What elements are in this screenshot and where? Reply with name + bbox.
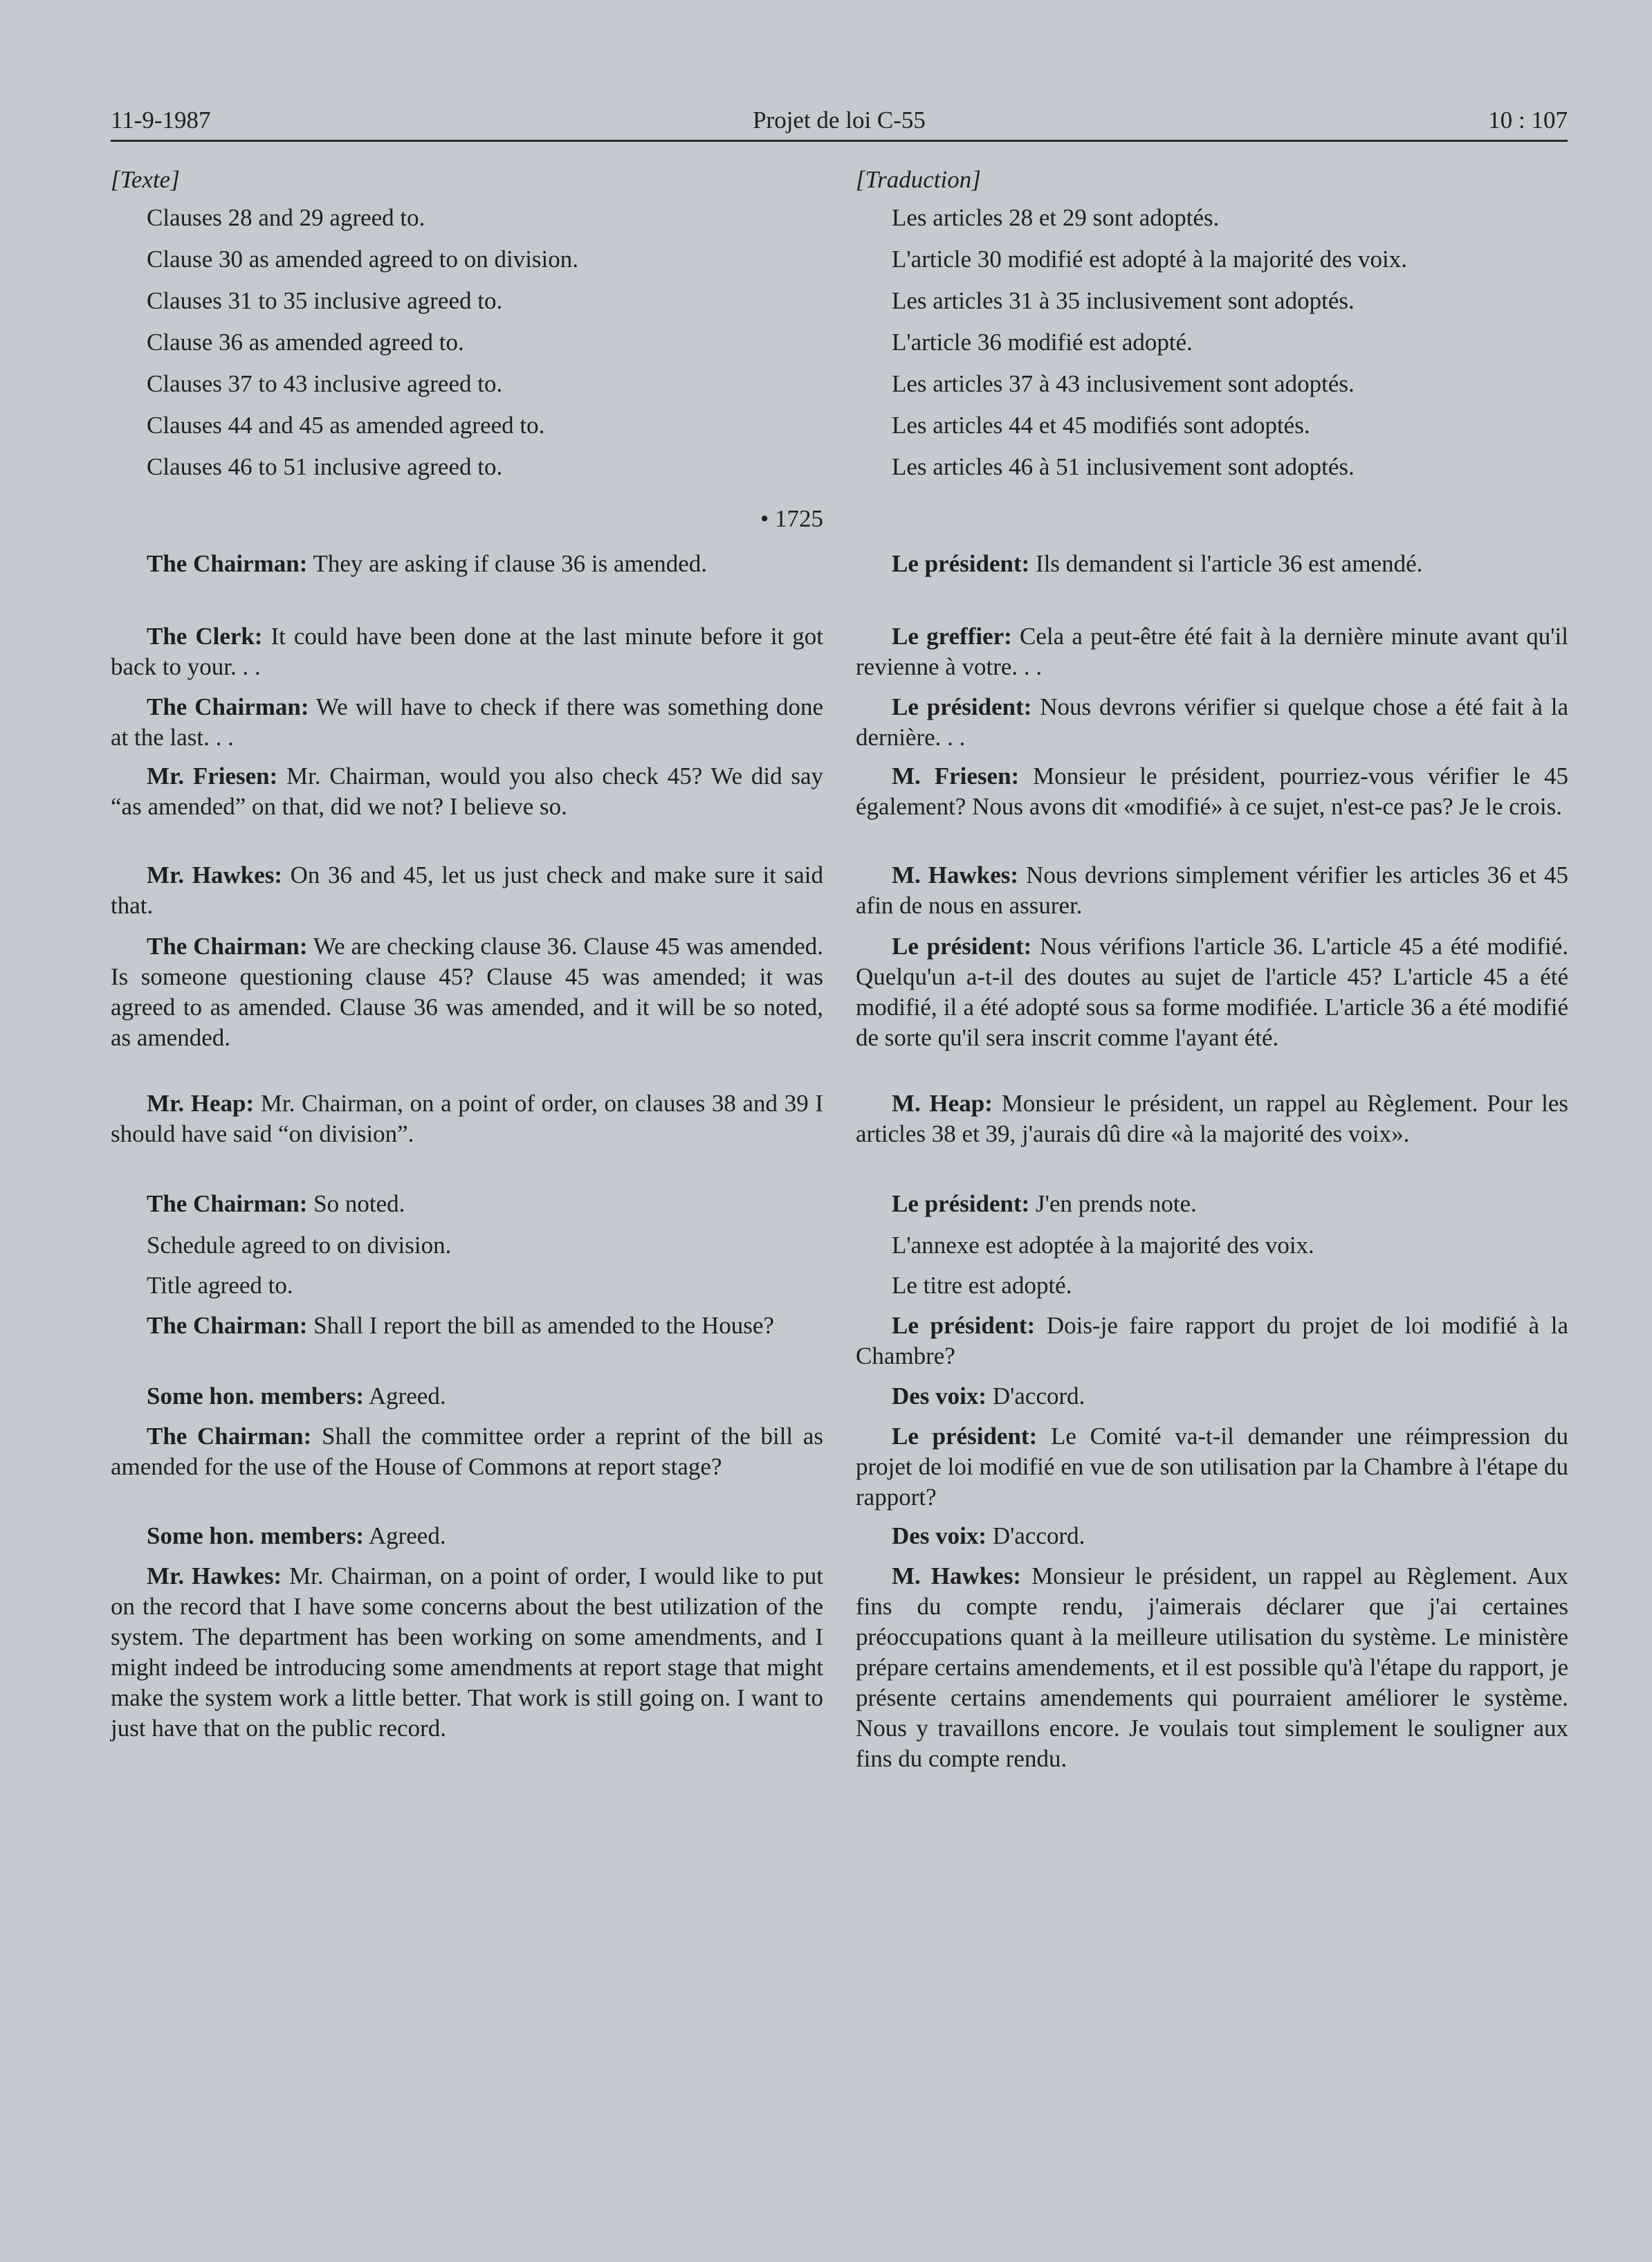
speech-paragraph xyxy=(111,621,823,682)
speech-paragraph xyxy=(111,761,823,822)
speech-text: Ils demandent si l'article 36 est amendé. xyxy=(1036,550,1423,577)
speech-text: It could have been done at the last minute before it got back to your. . . xyxy=(111,623,823,680)
time-marker: • 1725 xyxy=(760,505,823,532)
speech-paragraph xyxy=(111,1230,823,1261)
speaker-name: Mr. Hawkes: xyxy=(147,1562,282,1589)
clause-item: Clause 30 as amended agreed to on division. xyxy=(147,246,579,273)
speech-paragraph xyxy=(856,621,1568,682)
speaker-name: The Chairman: xyxy=(147,693,309,720)
english-heading: [Texte] xyxy=(111,166,180,193)
speaker-name: The Chairman: xyxy=(147,933,308,960)
speech-paragraph xyxy=(856,1561,1568,1774)
speech-text: We will have to check if there was something done at the last. . . xyxy=(111,693,824,751)
speech-paragraph xyxy=(111,1311,823,1341)
clause-item: Les articles 28 et 29 sont adoptés. xyxy=(892,204,1220,231)
clause-item: Clauses 44 and 45 as amended agreed to. xyxy=(147,412,545,439)
running-head xyxy=(111,104,1568,142)
speaker-name: M. Hawkes: xyxy=(892,861,1019,888)
speech-text: We are checking clause 36. Clause 45 was amended. Is someone questioning clause 45? Clause 45 was amended; it was agreed to as amended. Clause 36 was amended, and it will be so noted, as amended. xyxy=(111,933,823,1051)
speech-paragraph xyxy=(856,860,1568,921)
speech-paragraph xyxy=(856,1381,1568,1412)
speech-paragraph xyxy=(111,1088,823,1149)
speaker-name: Some hon. members: xyxy=(147,1522,364,1549)
clause-item: Clauses 37 to 43 inclusive agreed to. xyxy=(147,370,503,397)
speech-paragraph xyxy=(111,860,823,921)
speaker-name: M. Friesen: xyxy=(892,763,1020,790)
header-page-number: 10 : 107 xyxy=(1488,107,1568,134)
speech-text: Mr. Chairman, on a point of order, on clauses 38 and 39 I should have said “on division”. xyxy=(111,1090,823,1147)
speech-text: Nous devrons vérifier si quelque chose a été fait à la dernière. . . xyxy=(856,693,1569,751)
speech-text: Nous devrions simplement vérifier les articles 36 et 45 afin de nous en assurer. xyxy=(856,861,1569,919)
speaker-name: Some hon. members: xyxy=(147,1383,364,1410)
speech-text: Agreed. xyxy=(368,1522,446,1549)
speaker-name: Le président: xyxy=(892,550,1030,577)
speech-paragraph xyxy=(856,1270,1568,1301)
french-heading: [Traduction] xyxy=(856,166,981,193)
clause-item: Clause 36 as amended agreed to. xyxy=(147,329,464,356)
speech-text: Mr. Chairman, on a point of order, I would like to put on the record that I have some concerns about the best utilization of the system. The department has been working on some amendments, and I might indeed be introducing some amendments at report stage that might make the system work a little better. That work is still going on. I want to just have that on the public record. xyxy=(111,1562,824,1742)
speech-text: Le titre est adopté. xyxy=(892,1272,1072,1299)
clause-item: Les articles 31 à 35 inclusivement sont adoptés. xyxy=(892,287,1355,314)
speech-text: They are asking if clause 36 is amended. xyxy=(313,550,708,577)
speech-paragraph xyxy=(856,1421,1568,1513)
speaker-name: Des voix: xyxy=(892,1383,987,1410)
speech-text: Title agreed to. xyxy=(147,1272,293,1299)
speech-paragraph xyxy=(856,1189,1568,1219)
speaker-name: The Chairman: xyxy=(147,1190,308,1217)
speech-paragraph xyxy=(856,1521,1568,1551)
speaker-name: The Chairman: xyxy=(147,1423,312,1450)
speech-text: J'en prends note. xyxy=(1036,1190,1197,1217)
speech-paragraph xyxy=(856,931,1568,1053)
speaker-name: Le président: xyxy=(892,933,1032,960)
speaker-name: The Clerk: xyxy=(147,623,263,650)
speech-paragraph xyxy=(111,549,823,579)
speech-paragraph xyxy=(111,1421,823,1482)
speech-text: Mr. Chairman, would you also check 45? We did say “as amended” on that, did we not? I believe so. xyxy=(111,763,823,820)
speech-paragraph xyxy=(111,1189,823,1219)
clause-item: Clauses 31 to 35 inclusive agreed to. xyxy=(147,287,503,314)
speech-text: On 36 and 45, let us just check and make sure it said that. xyxy=(111,861,823,919)
speaker-name: The Chairman: xyxy=(147,550,308,577)
speech-paragraph xyxy=(111,1270,823,1301)
speech-paragraph xyxy=(856,1230,1568,1261)
speech-text: D'accord. xyxy=(992,1383,1085,1410)
speaker-name: Le président: xyxy=(892,1190,1030,1217)
speech-text: So noted. xyxy=(313,1190,405,1217)
speech-text: Monsieur le président, un rappel au Règlement. Aux fins du compte rendu, j'aimerais déclarer que j'ai certaines préoccupations quant à la meilleure utilisation du système. Le ministère prépare certains amendements, et il est possible qu'à l'étape du rapport, je présente certains amendements qui pourraient améliorer le système. Nous y travaillons encore. Je voulais tout simplement le souligner aux fins du compte rendu. xyxy=(856,1562,1568,1772)
speech-paragraph xyxy=(856,1311,1568,1371)
speaker-name: Mr. Hawkes: xyxy=(147,861,283,888)
speech-text: D'accord. xyxy=(992,1522,1085,1549)
speech-paragraph xyxy=(111,1561,823,1744)
clause-item: Les articles 37 à 43 inclusivement sont adoptés. xyxy=(892,370,1355,397)
speaker-name: Le président: xyxy=(892,1312,1036,1339)
clause-item: L'article 36 modifié est adopté. xyxy=(892,329,1193,356)
speaker-name: Le greffier: xyxy=(892,623,1012,650)
clause-item: Les articles 44 et 45 modifiés sont adoptés. xyxy=(892,412,1310,439)
speech-text: Le Comité va-t-il demander une réimpression du projet de loi modifié en vue de son utilisation par la Chambre à l'étape du rapport? xyxy=(856,1423,1569,1511)
speaker-name: M. Hawkes: xyxy=(892,1562,1022,1589)
speaker-name: M. Heap: xyxy=(892,1090,993,1117)
clause-item: Clauses 46 to 51 inclusive agreed to. xyxy=(147,453,503,480)
speech-paragraph xyxy=(856,1088,1568,1149)
speech-text: L'annexe est adoptée à la majorité des voix. xyxy=(892,1232,1314,1259)
speech-paragraph xyxy=(111,1381,823,1412)
speech-text: Schedule agreed to on division. xyxy=(147,1232,452,1259)
speech-text: Cela a peut-être été fait à la dernière minute avant qu'il revienne à votre. . . xyxy=(856,623,1569,680)
speech-text: Nous vérifions l'article 36. L'article 45 a été modifié. Quelqu'un a-t-il des doutes au sujet de l'article 45? L'article 45 a été modifié, il a été adopté sous sa forme modifiée. L'article 36 a été modifié de sorte qu'il sera inscrit comme l'ayant été. xyxy=(856,933,1568,1051)
speaker-name: The Chairman: xyxy=(147,1312,308,1339)
speech-text: Monsieur le président, un rappel au Règlement. Pour les articles 38 et 39, j'aurais dû dire «à la majorité des voix». xyxy=(856,1090,1569,1147)
speaker-name: Mr. Friesen: xyxy=(147,763,278,790)
clause-item: Les articles 46 à 51 inclusivement sont adoptés. xyxy=(892,453,1355,480)
speaker-name: Mr. Heap: xyxy=(147,1090,255,1117)
speech-text: Dois-je faire rapport du projet de loi modifié à la Chambre? xyxy=(856,1312,1568,1369)
speaker-name: Le président: xyxy=(892,693,1032,720)
header-date: 11-9-1987 xyxy=(111,107,211,134)
speech-paragraph xyxy=(111,931,823,1053)
speech-paragraph xyxy=(856,692,1568,753)
speech-text: Shall I report the bill as amended to the House? xyxy=(313,1312,774,1339)
clause-item: L'article 30 modifié est adopté à la majorité des voix. xyxy=(892,246,1407,273)
speech-text: Monsieur le président, pourriez-vous vérifier le 45 également? Nous avons dit «modifié» à ce sujet, n'est-ce pas? Je le crois. xyxy=(856,763,1569,820)
speaker-name: Des voix: xyxy=(892,1522,987,1549)
speech-text: Agreed. xyxy=(368,1383,446,1410)
speech-paragraph xyxy=(111,1521,823,1551)
speaker-name: Le président: xyxy=(892,1423,1038,1450)
clause-item: Clauses 28 and 29 agreed to. xyxy=(147,204,425,231)
speech-paragraph xyxy=(856,549,1568,579)
speech-paragraph xyxy=(856,761,1568,822)
speech-text: Shall the committee order a reprint of the bill as amended for the use of the House of Commons at report stage? xyxy=(111,1423,823,1480)
header-title: Projet de loi C-55 xyxy=(753,107,926,134)
speech-paragraph xyxy=(111,692,823,753)
